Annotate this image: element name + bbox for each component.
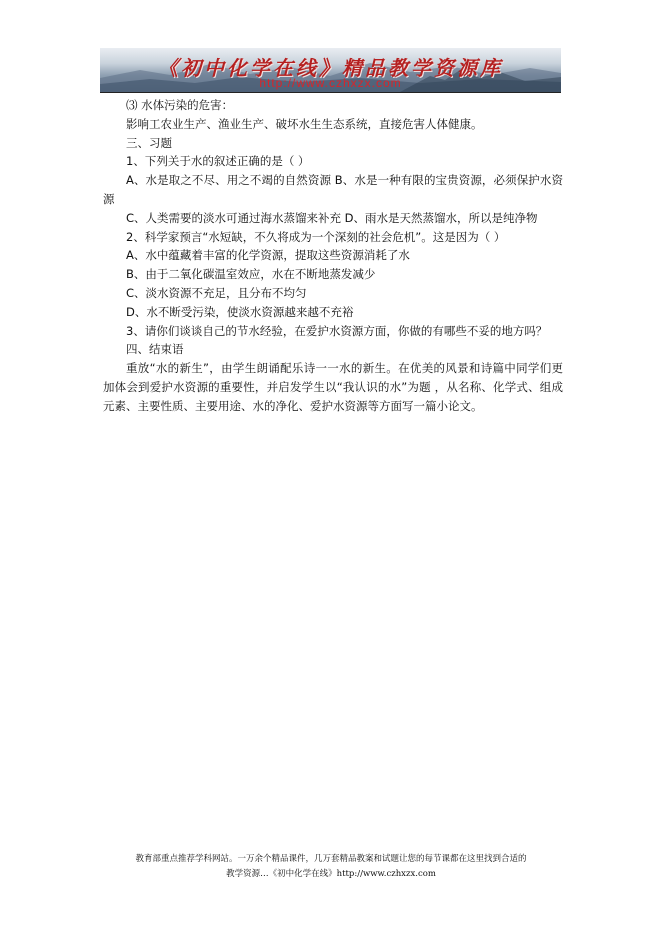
question: 3、请你们谈谈自己的节水经验，在爱护水资源方面，你做的有哪些不妥的地方吗？ [126, 323, 548, 338]
answer-option: D、水不断受污染，使淡水资源越来越不充裕 [126, 304, 354, 319]
answer-option: A、水中蕴藏着丰富的化学资源，提取这些资源消耗了水 [126, 248, 410, 263]
document-body [103, 96, 563, 416]
answer-option: C、淡水资源不充足，且分布不均匀 [126, 285, 307, 300]
footer-line: 教育部重点推荐学科网站。一万余个精品课件，几万套精品教案和试题让您的每节课都在这里找到合适的 [135, 854, 527, 864]
paragraph: ⑶ 水体污染的危害： [126, 98, 234, 112]
section-heading: 三、习题 [126, 135, 172, 150]
banner-title: 《初中化学在线》精品教学资源库 [158, 56, 503, 80]
paragraph: 影响工农业生产、渔业生产、破坏水生生态系统，直接危害人体健康。 [126, 116, 483, 131]
section-heading: 四、结束语 [126, 342, 184, 357]
banner-url[interactable]: http://www.czhxzx.com [259, 76, 402, 90]
answer-option: A、水是取之不尽、用之不竭的自然资源 B、水是一种有限的宝贵资源，必须保护水资源 [103, 173, 563, 206]
paragraph: 重放“水的新生”，由学生朗诵配乐诗一一水的新生。在优美的风景和诗篇中同学们更加体会到爱护水资源的重要性，并启发学生以“我认识的水”为题 ，从名称、化学式、组成元素、主要性质、主要用途、水的净化、爱护水资源等方面写一篇小论文。 [103, 361, 563, 413]
footer-line: 教学资源…《初中化学在线》http://www.czhxzx.com [226, 869, 436, 879]
answer-option: C、人类需要的淡水可通过海水蒸馏来补充 D、雨水是天然蒸馏水，所以是纯净物 [126, 210, 538, 225]
question: 1、下列关于水的叙述正确的是（ ） [126, 154, 310, 169]
page-footer [96, 852, 566, 882]
answer-option: B、由于二氧化碳温室效应，水在不断地蒸发减少 [126, 267, 376, 282]
question: 2、科学家预言“水短缺，不久将成为一个深刻的社会危机”。这是因为（ ） [126, 229, 506, 244]
header-banner [100, 48, 561, 93]
